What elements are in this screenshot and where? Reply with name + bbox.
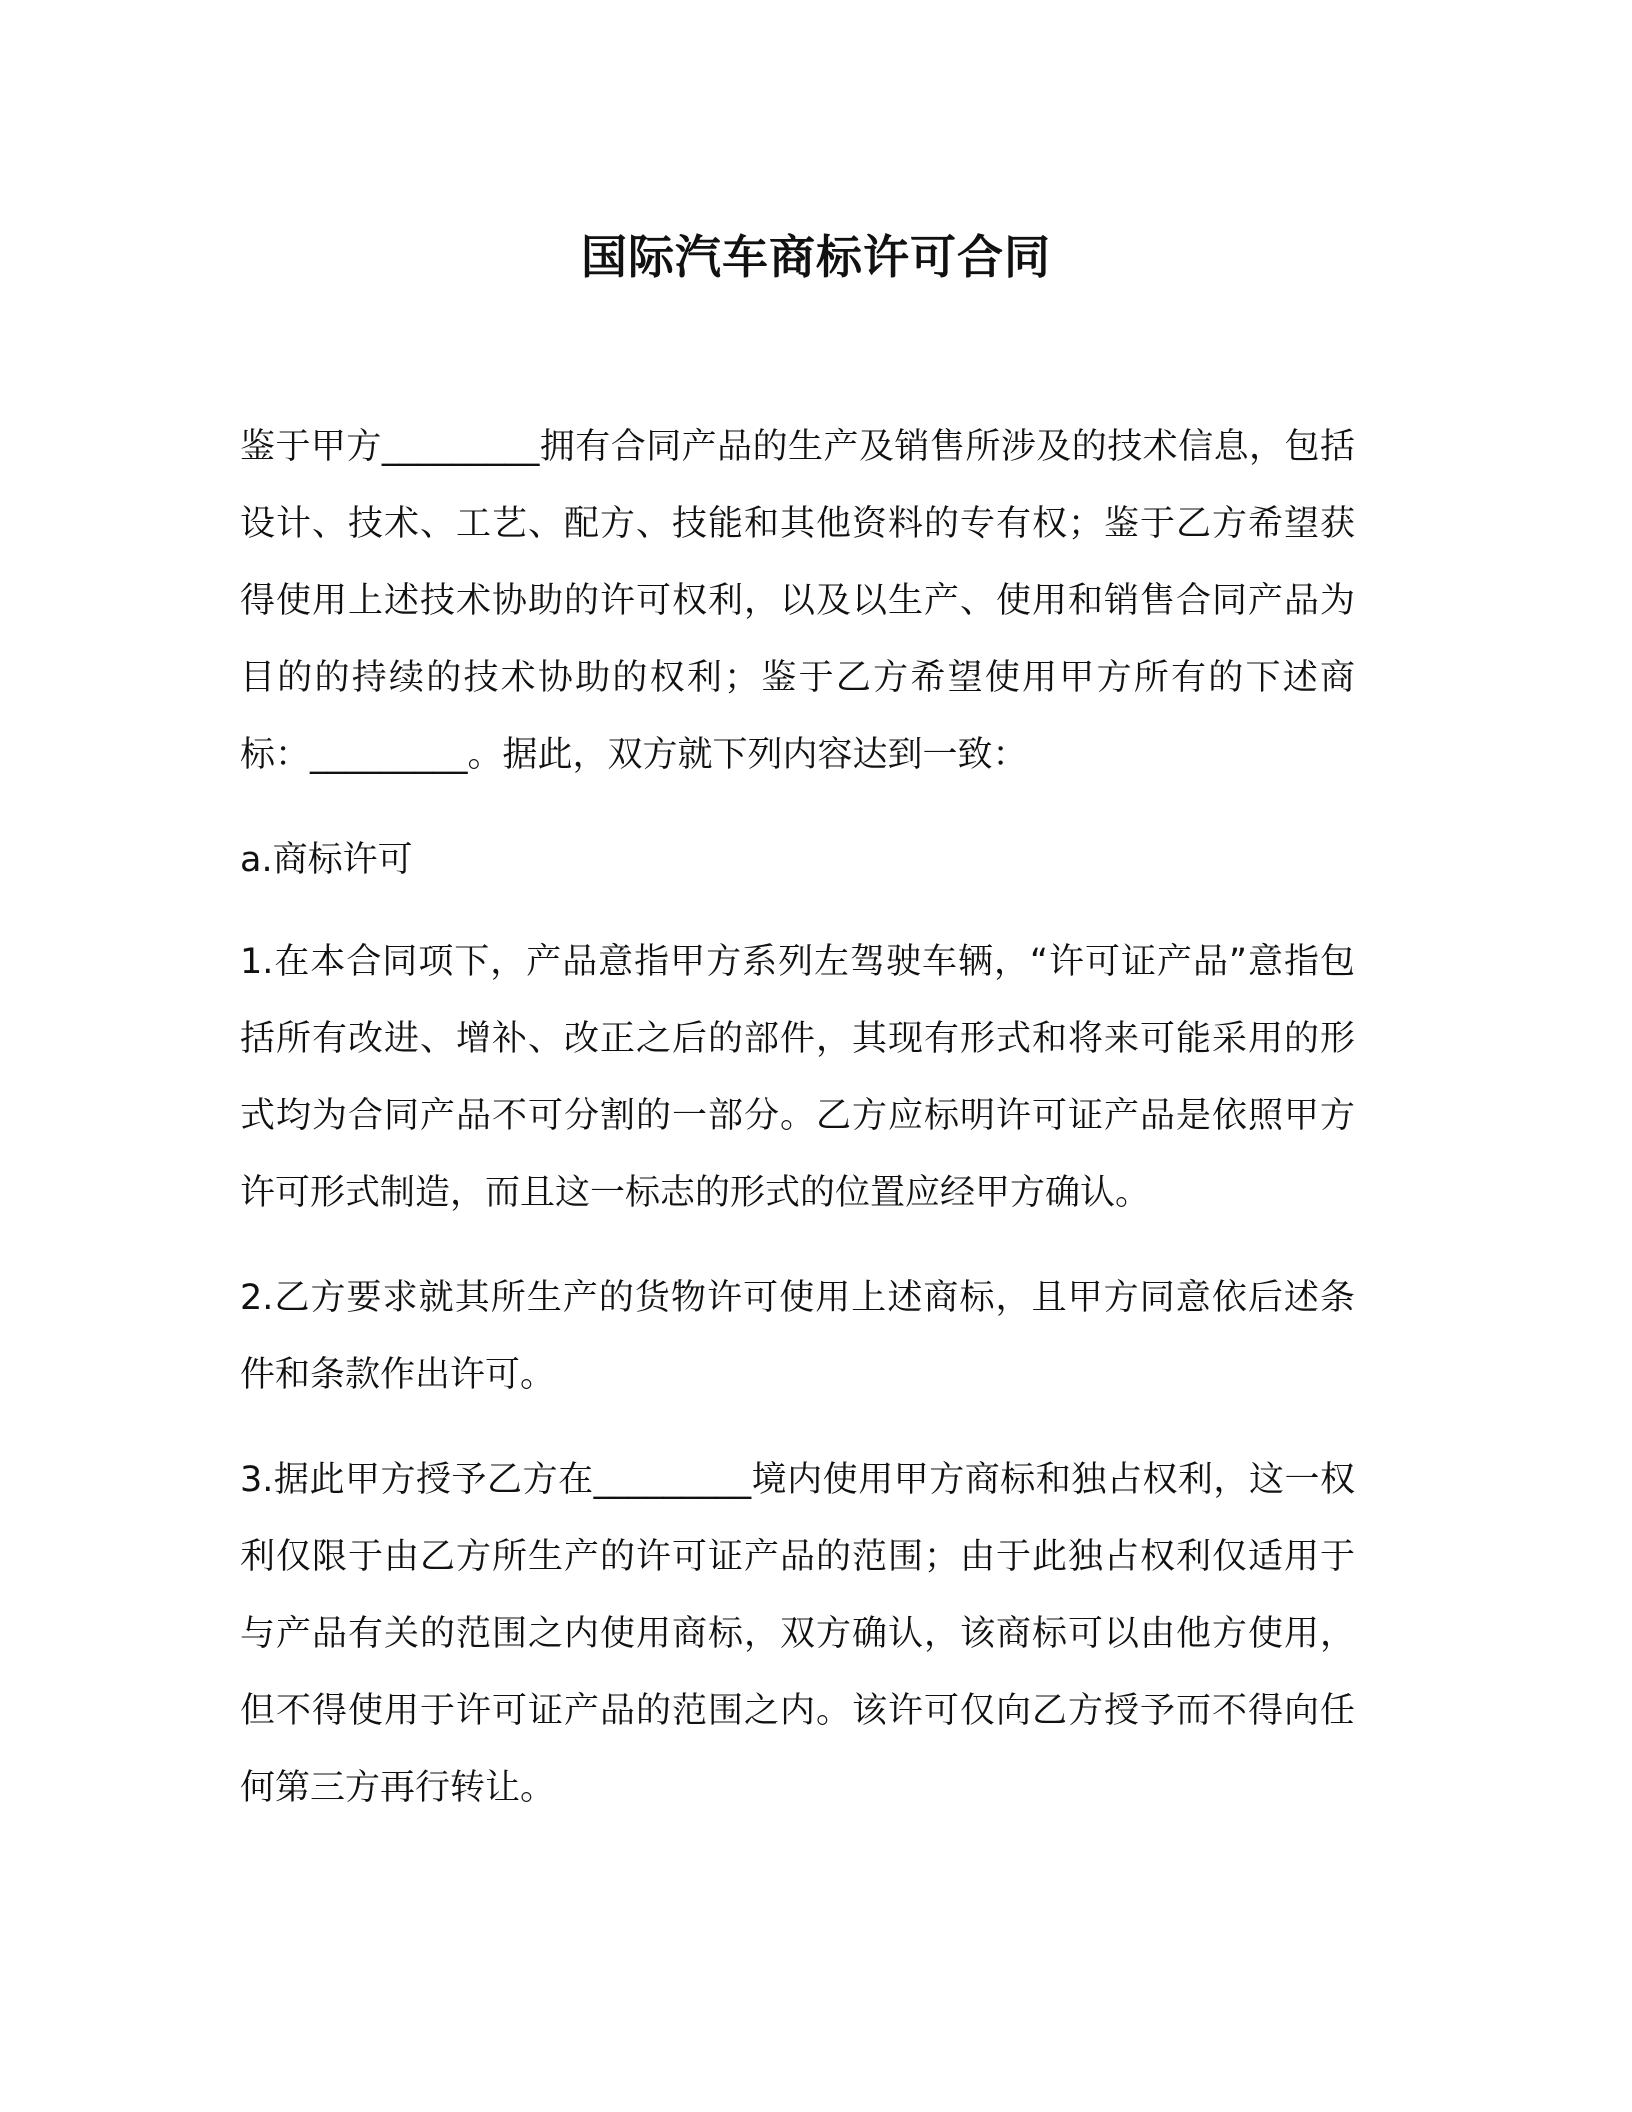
clause-1: 1.在本合同项下，产品意指甲方系列左驾驶车辆，“许可证产品”意指包括所有改进、增补、改正之后的部件，其现有形式和将来可能采用的形式均为合同产品不可分割的一部分。乙方应标明许可证产品是依照甲方许可形式制造，而且这一标志的形式的位置应经甲方确认。 [240, 942, 1355, 1213]
clause-2: 2.乙方要求就其所生产的货物许可使用上述商标，且甲方同意依后述条件和条款作出许可。 [240, 1278, 1355, 1395]
section-heading: a.商标许可 [240, 840, 413, 880]
document-title: 国际汽车商标许可合同 [581, 229, 1051, 284]
clause-3: 3.据此甲方授予乙方在_________境内使用甲方商标和独占权利，这一权利仅限于由乙方所生产的许可证产品的范围；由于此独占权利仅适用于与产品有关的范围之内使用商标，双方确认，该商标可以由他方使用，但不得使用于许可证产品的范围之内。该许可仅向乙方授予而不得向任何第三方再行转让。 [240, 1460, 1355, 1808]
intro-paragraph: 鉴于甲方_________拥有合同产品的生产及销售所涉及的技术信息，包括设计、技术、工艺、配方、技能和其他资料的专有权；鉴于乙方希望获得使用上述技术协助的许可权利，以及以生产、使用和销售合同产品为目的的持续的技术协助的权利；鉴于乙方希望使用甲方所有的下述商标：_________。据此，双方就下列内容达到一致： [240, 427, 1355, 775]
